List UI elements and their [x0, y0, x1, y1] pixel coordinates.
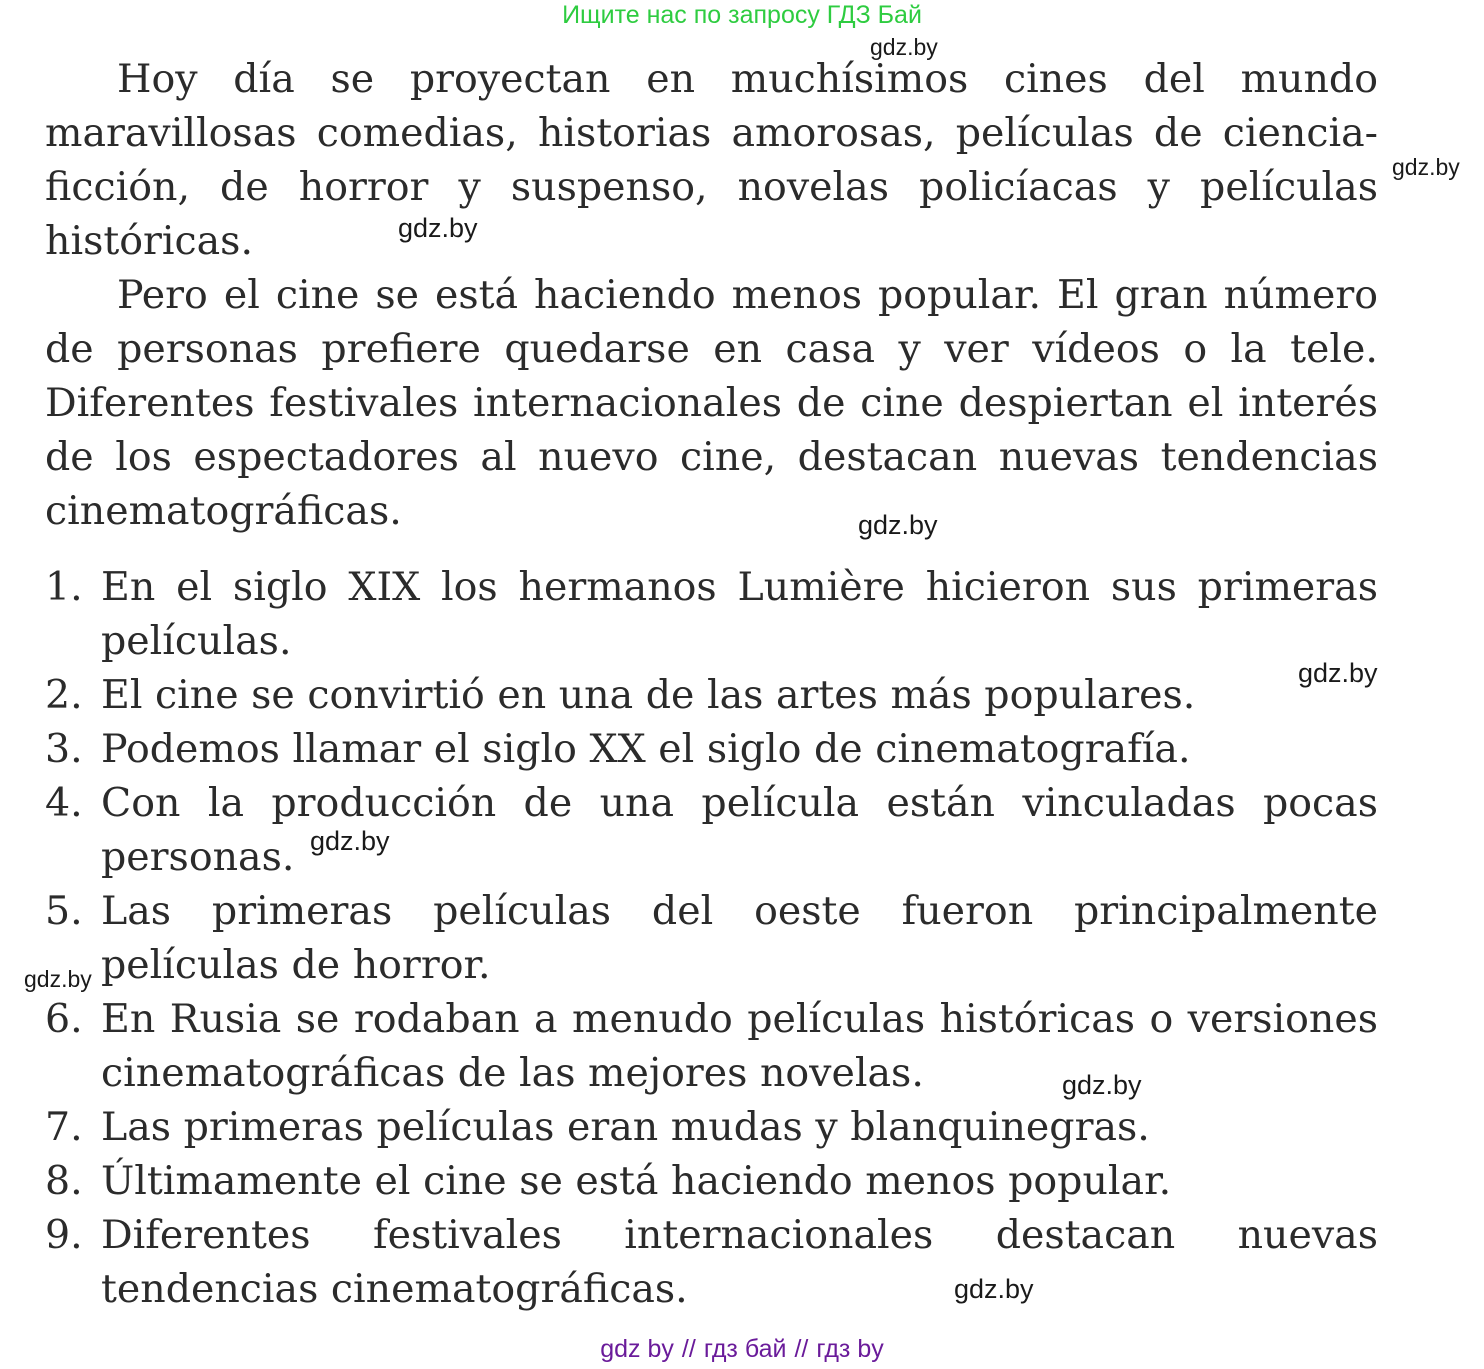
watermark: gdz.by: [1298, 658, 1378, 688]
footer-separator: //: [681, 1335, 696, 1363]
statement-item: [45, 776, 1378, 884]
statement-item: [45, 884, 1378, 992]
watermark: gdz.by: [870, 34, 938, 60]
statement-text: En Rusia se rodaban a menudo películas históricas o versiones cinematográficas de las mejores novelas.: [101, 996, 1378, 1096]
footer-links: [0, 1334, 1484, 1364]
statement-item: [45, 1208, 1378, 1316]
statement-item: [45, 1100, 1378, 1154]
statement-number: 7.: [45, 1104, 83, 1150]
watermark: gdz.by: [398, 213, 478, 243]
statement-text: Podemos llamar el siglo XX el siglo de cinematografía.: [101, 726, 1191, 772]
statement-item: [45, 1154, 1378, 1208]
paragraph: Pero el cine se está haciendo menos popular. El gran número de personas prefiere quedarse en casa y ver vídeos o la tele. Diferentes festivales internacionales de cine despiertan el interés de los espectadores al nuevo cine, destacan nuevas tendencias cinematográficas.: [45, 272, 1378, 534]
footer-link[interactable]: gdz by: [600, 1335, 674, 1363]
statements-list: [45, 560, 1378, 1316]
footer-link[interactable]: гдз бай: [703, 1335, 787, 1363]
watermark: gdz.by: [1062, 1070, 1142, 1100]
statement-text: En el siglo XIX los hermanos Lumière hicieron sus primeras películas.: [101, 564, 1378, 664]
statement-number: 8.: [45, 1158, 83, 1204]
statement-text: Con la producción de una película están vinculadas pocas personas.: [101, 780, 1378, 880]
statement-text: Las primeras películas eran mudas y blanquinegras.: [101, 1104, 1150, 1150]
statement-number: 1.: [45, 564, 83, 610]
paragraph: Hoy día se proyectan en muchísimos cines del mundo maravillosas comedias, historias amorosas, películas de ciencia-ficción, de horror y suspenso, novelas policíacas y películas históricas.: [45, 56, 1378, 264]
reading-text: [45, 52, 1378, 538]
statement-item: [45, 722, 1378, 776]
statement-number: 2.: [45, 672, 83, 718]
statement-number: 5.: [45, 888, 83, 934]
watermark: gdz.by: [954, 1274, 1034, 1304]
watermark: gdz.by: [858, 510, 938, 540]
footer-separator: //: [794, 1335, 809, 1363]
watermark: gdz.by: [24, 966, 92, 992]
statement-number: 9.: [45, 1212, 83, 1258]
statement-number: 3.: [45, 726, 83, 772]
statement-number: 6.: [45, 996, 83, 1042]
statement-text: Últimamente el cine se está haciendo menos popular.: [101, 1158, 1172, 1204]
top-banner: Ищите нас по запросу ГДЗ Бай: [562, 1, 922, 29]
statement-item: [45, 668, 1378, 722]
footer-link[interactable]: гдз by: [816, 1335, 884, 1363]
statement-number: 4.: [45, 780, 83, 826]
watermark: gdz.by: [310, 826, 390, 856]
statement-text: Las primeras películas del oeste fueron principalmente películas de horror.: [101, 888, 1378, 988]
statement-item: [45, 560, 1378, 668]
watermark: gdz.by: [1392, 154, 1460, 180]
statement-text: Diferentes festivales internacionales destacan nuevas tendencias cinematográficas.: [101, 1212, 1378, 1312]
statement-item: [45, 992, 1378, 1100]
statement-text: El cine se convirtió en una de las artes más populares.: [101, 672, 1196, 718]
